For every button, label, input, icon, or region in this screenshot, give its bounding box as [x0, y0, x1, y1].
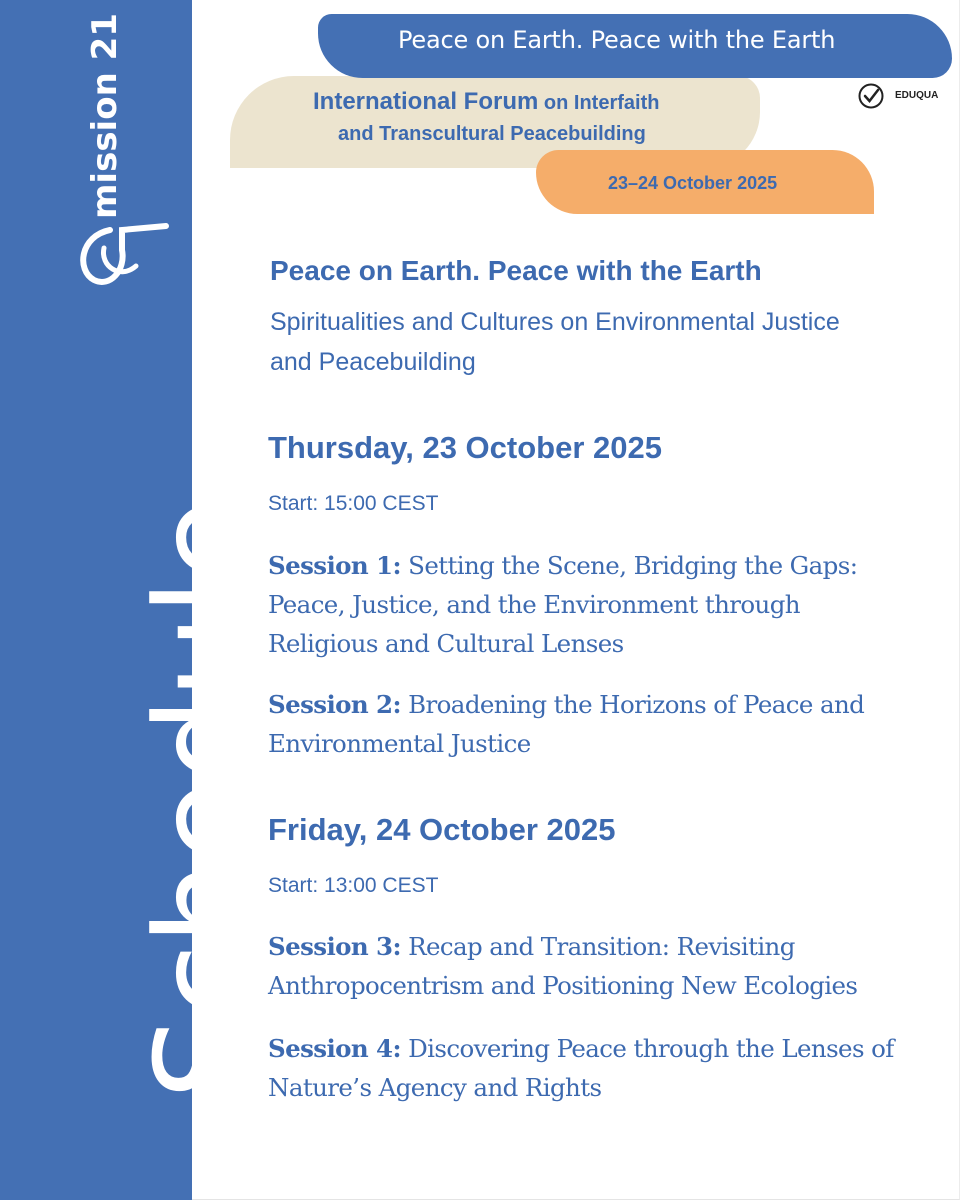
- forum-title-main: International Forum: [313, 88, 539, 115]
- start-time: Start: 15:00 CEST: [268, 492, 439, 515]
- session-label: Session 4:: [268, 1034, 401, 1063]
- certification-seal-icon: [857, 82, 885, 110]
- eduqua-logo: EDUQUA: [895, 90, 939, 101]
- session-item: [268, 546, 908, 663]
- event-dates: 23–24 October 2025: [608, 173, 778, 193]
- page-subtitle: Spiritualities and Cultures on Environmental Justice and Peacebuilding: [270, 308, 840, 376]
- session-text: Discovering Peace through the Lenses of Nature’s Agency and Rights: [268, 1034, 894, 1102]
- session-label: Session 2:: [268, 690, 401, 719]
- session-text: Broadening the Horizons of Peace and Environmental Justice: [268, 690, 865, 758]
- session-label: Session 1:: [268, 551, 401, 580]
- page-title: Peace on Earth. Peace with the Earth: [270, 255, 762, 286]
- day-title: Friday, 24 October 2025: [268, 812, 616, 847]
- forum-title-line2: and Transcultural Peacebuilding: [338, 123, 646, 145]
- day-title: Thursday, 23 October 2025: [268, 430, 662, 465]
- motto-text: Peace on Earth. Peace with the Earth: [398, 26, 836, 54]
- session-text: Setting the Scene, Bridging the Gaps: Peace, Justice, and the Environment through Religious and Cultural Lenses: [268, 551, 858, 658]
- session-item: [268, 927, 908, 1005]
- sidebar-title: Schedule: [127, 500, 283, 1100]
- session-label: Session 3:: [268, 932, 401, 961]
- logo-text: mission 21: [85, 13, 125, 219]
- session-text: Recap and Transition: Revisiting Anthropocentrism and Positioning New Ecologies: [268, 932, 858, 1000]
- forum-title-line1: [313, 88, 659, 116]
- sidebar: [0, 0, 283, 1200]
- forum-title-rest: on Interfaith: [538, 92, 660, 114]
- start-time: Start: 13:00 CEST: [268, 874, 439, 897]
- session-item: [268, 1029, 908, 1107]
- session-item: [268, 685, 908, 763]
